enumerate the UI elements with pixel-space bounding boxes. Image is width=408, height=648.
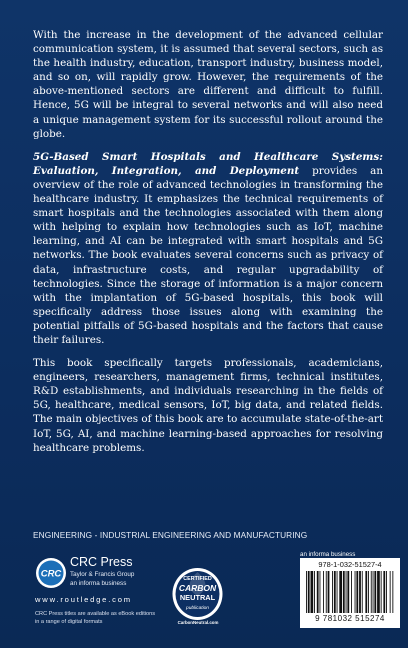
barcode-bar — [314, 571, 315, 613]
barcode-bar — [351, 571, 352, 613]
barcode-bar — [359, 571, 361, 613]
carbon-neutral-url: CarbonNeutral.com — [177, 620, 219, 625]
barcode-bar — [373, 571, 374, 613]
ebook-note-line-2: in a range of digital formats — [35, 619, 103, 625]
barcode-bars-icon — [306, 571, 394, 613]
barcode-bar — [334, 571, 336, 613]
barcode-bar — [365, 571, 367, 613]
barcode-bar — [339, 571, 342, 613]
barcode-bar — [392, 571, 393, 613]
barcode-bar — [368, 571, 369, 613]
carbon-publication: publication — [186, 606, 209, 611]
barcode-bar — [374, 571, 376, 613]
carbon-word: CARBON — [178, 583, 217, 593]
paragraph-2 — [33, 150, 383, 347]
barcode-bar — [347, 571, 349, 613]
paragraph-3: This book specifically targets professionals, academicians, engineers, researchers, management firms, technical institutes, R&D establishments, and individuals researching in the fields of 5G, healthcare, medical sensors, IoT, big data, and related fields. The main objectives of this book are to accumulate state-of-the-art IoT, 5G, AI, and machine learning-based approaches for resolving healthcare problems. — [33, 357, 383, 454]
publisher-tagline: an informa business — [70, 580, 127, 587]
informa-business-label: an informa business — [300, 551, 356, 558]
publisher-website[interactable]: www.routledge.com — [35, 595, 132, 604]
barcode-bar — [311, 571, 314, 613]
carbon-neutral-word: NEUTRAL — [179, 593, 216, 602]
barcode-bar — [356, 571, 358, 613]
ebook-note-line-1: CRC Press titles are available as eBook editions — [35, 611, 156, 617]
paragraph-1: With the increase in the development of the advanced cellular communication system, it is assumed that several sectors, such as the health industry, education, transport industry, business model, and so on, will rapidly grow. However, the requirements of the above-mentioned sectors are different and difficult to fulfill. Hence, 5G will be integral to several networks and will also need a unique management system for its successful rollout around the globe. — [33, 29, 383, 140]
carbon-neutral-badge-icon — [170, 566, 225, 622]
barcode-bar — [381, 571, 382, 613]
barcode-bar — [377, 571, 380, 613]
barcode-bar — [355, 571, 356, 613]
book-title: 5G-Based Smart Hospitals and Healthcare Systems: Evaluation, Integration, and Deployment — [33, 150, 383, 177]
crc-logo-text: CRC — [40, 568, 62, 580]
publisher-name: CRC Press — [70, 555, 133, 569]
publisher-group: Taylor & Francis Group — [70, 571, 135, 578]
isbn-digits: 9 781032 515274 — [315, 614, 385, 623]
barcode-bar — [362, 571, 363, 613]
subject-category: ENGINEERING - INDUSTRIAL ENGINEERING AND MANUFACTURING — [33, 530, 308, 540]
paragraph-2-text: provides an overview of the role of advanced technologies in transforming the healthcare industry. It emphasizes the technical requirements of smart hospitals and the technologies associated with them along with helping to explain how technologies such as IoT, machine learning, and AI can be integrated with smart hospitals and 5G networks. The book evaluates several concerns such as privacy of data, infrastructure costs, and regular upgradability of technologies. Since the storage of information is a major concern with the implantation of 5G-based hospitals, this book will specifically address those issues along with examining the potential pitfalls of 5G-based hospitals and the factors that cause their failures. — [33, 164, 384, 346]
barcode-bar — [320, 571, 321, 613]
barcode-bar — [308, 571, 310, 613]
crc-press-logo-icon — [35, 557, 67, 589]
isbn-barcode — [300, 558, 400, 628]
barcode-bar — [371, 571, 372, 613]
barcode-bar — [326, 571, 327, 613]
barcode-bar — [337, 571, 338, 613]
barcode-bar — [332, 571, 333, 613]
barcode-bar — [346, 571, 347, 613]
barcode-bar — [317, 571, 319, 613]
barcode-bar — [328, 571, 330, 613]
barcode-bar — [323, 571, 324, 613]
isbn-number: 978-1-032-51527-4 — [318, 560, 382, 569]
carbon-certified: CERTIFIED — [183, 576, 212, 582]
barcode-bar — [386, 571, 387, 613]
barcode-bar — [390, 571, 391, 613]
barcode-bar — [383, 571, 385, 613]
barcode-bar — [306, 571, 307, 613]
barcode-bar — [343, 571, 345, 613]
cover-description — [33, 28, 383, 464]
